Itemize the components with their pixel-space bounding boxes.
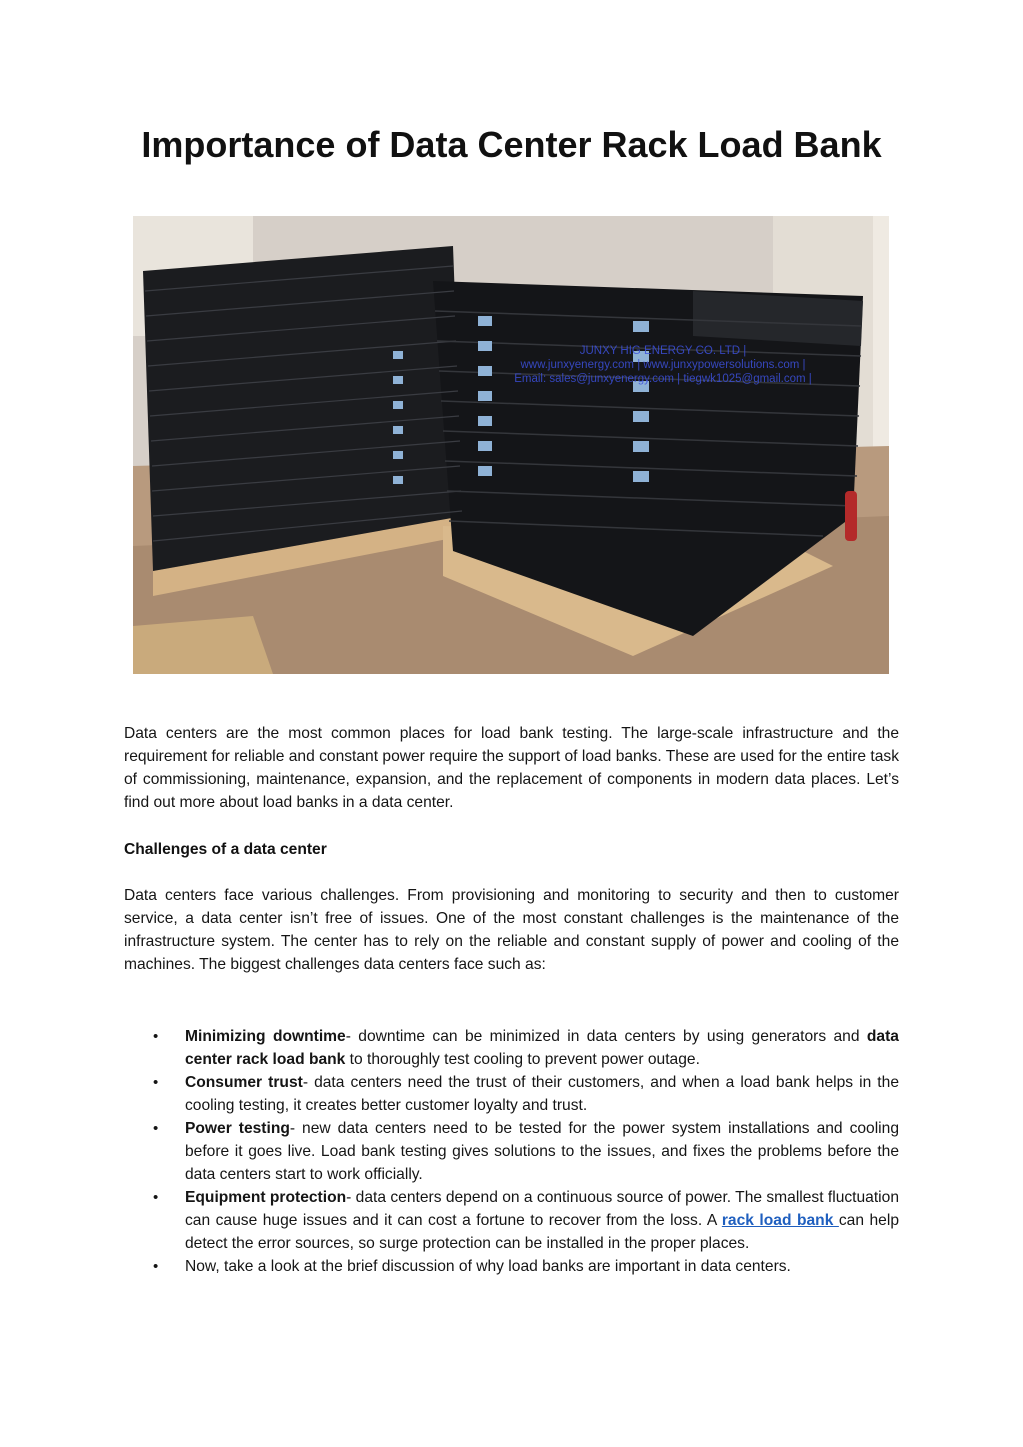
challenges-heading: Challenges of a data center [124, 841, 327, 858]
bullet-icon: • [153, 1028, 159, 1045]
page-title: Importance of Data Center Rack Load Bank [141, 124, 882, 165]
photo-illustration [133, 216, 889, 674]
watermark-line-2: www.junxyenergy.com | www.junxypowersolutions.com | [520, 359, 806, 371]
intro-paragraph: Data centers are the most common places for load bank testing. The large-scale infrastructure and the requirement for reliable and constant power require the support of load banks. These are used for the entire task of commissioning, maintenance, expansion, and the replacement of components in modern data places. Let’s find out more about load banks in a data center. [124, 725, 899, 811]
bullet-term: Consumer trust [185, 1074, 303, 1091]
bullet-term: Equipment protection [185, 1189, 347, 1206]
bullet-icon: • [153, 1258, 159, 1275]
bullet-term: Minimizing downtime [185, 1028, 346, 1045]
list-item-now-take-a-look [124, 1255, 899, 1278]
list-item-equipment-protection [124, 1186, 899, 1255]
bullet-icon: • [153, 1120, 159, 1137]
list-item-power-testing [124, 1117, 899, 1186]
watermark-line-3: Email: sales@junxyenergy.com | tiegwk1025@gmail.com | [514, 373, 812, 385]
challenges-paragraph: Data centers face various challenges. From provisioning and monitoring to security and then to customer service, a data center isn’t free of issues. One of the most constant challenges is the maintenance of the infrastructure system. The center has to rely on the reliable and constant supply of power and cooling of the machines. The biggest challenges data centers face such as: [124, 887, 899, 973]
bullet-text: Now, take a look at the brief discussion of why load banks are important in data centers. [185, 1258, 791, 1275]
watermark-line-1: JUNXY HIG ENERGY CO. LTD | [579, 345, 747, 357]
bullet-text: - data centers need the trust of their customers, and when a load bank helps in the cooling testing, it creates better customer loyalty and trust. [185, 1074, 899, 1114]
list-item-minimizing-downtime [124, 1025, 899, 1071]
bullet-icon: • [153, 1074, 159, 1091]
bullet-text: to thoroughly test cooling to prevent power outage. [345, 1051, 700, 1068]
challenges-list [124, 1025, 899, 1278]
bullet-text: can help detect the error sources, so surge protection can be installed in the proper places. [185, 1212, 899, 1252]
rack-load-bank-link[interactable]: rack load bank [721, 1212, 839, 1229]
load-bank-photo [133, 216, 889, 674]
photo-watermark [483, 344, 843, 386]
bullet-text: - data centers depend on a continuous source of power. The smallest fluctuation can cause huge issues and it can cost a fortune to recover from the loss. A [185, 1189, 899, 1229]
bullet-text: - new data centers need to be tested for the power system installations and cooling before it goes live. Load bank testing gives solutions to the issues, and fixes the problems before the data centers start to work officially. [185, 1120, 899, 1183]
bullet-icon: • [153, 1189, 159, 1206]
bullet-term: Power testing [185, 1120, 290, 1137]
bullet-text: - downtime can be minimized in data centers by using generators and [345, 1028, 867, 1045]
bullet-bold-phrase: data center rack load bank [185, 1028, 899, 1068]
list-item-consumer-trust [124, 1071, 899, 1117]
